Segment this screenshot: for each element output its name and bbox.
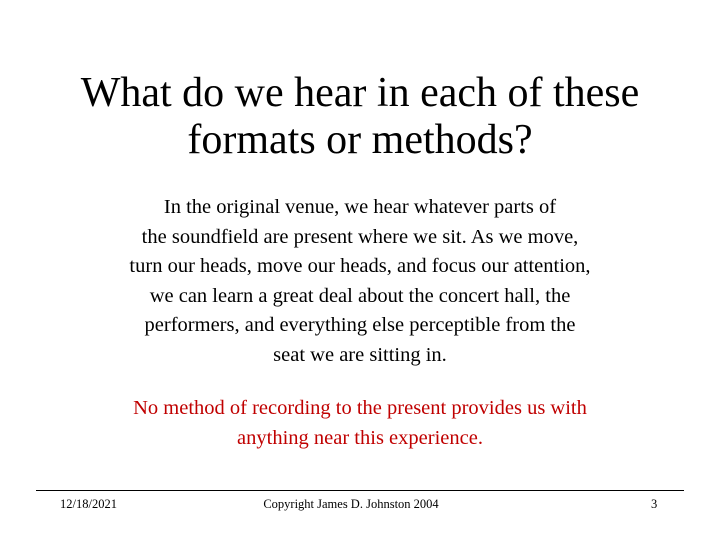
body-paragraph (70, 193, 650, 370)
highlight-line: anything near this experience. (237, 426, 483, 449)
footer-copyright: Copyright James D. Johnston 2004 (263, 497, 439, 511)
body-line: performers, and everything else perceptible from the (144, 314, 576, 336)
highlight-paragraph (60, 394, 660, 453)
slide-title (0, 70, 720, 164)
body-line: we can learn a great deal about the concert hall, the (149, 284, 571, 307)
body-line: turn our heads, move our heads, and focus our attention, (129, 255, 591, 277)
slide-title-line: What do we hear in each of these (80, 70, 640, 116)
highlight-line: No method of recording to the present provides us with (133, 397, 587, 419)
footer-date: 12/18/2021 (60, 497, 117, 511)
body-line: seat we are sitting in. (273, 343, 447, 366)
page-number: 3 (651, 497, 658, 511)
slide-title-line: formats or methods? (187, 117, 533, 163)
body-line: In the original venue, we hear whatever parts of (163, 196, 557, 218)
body-line: the soundfield are present where we sit. As we move, (141, 225, 579, 248)
footer-divider (36, 490, 684, 491)
